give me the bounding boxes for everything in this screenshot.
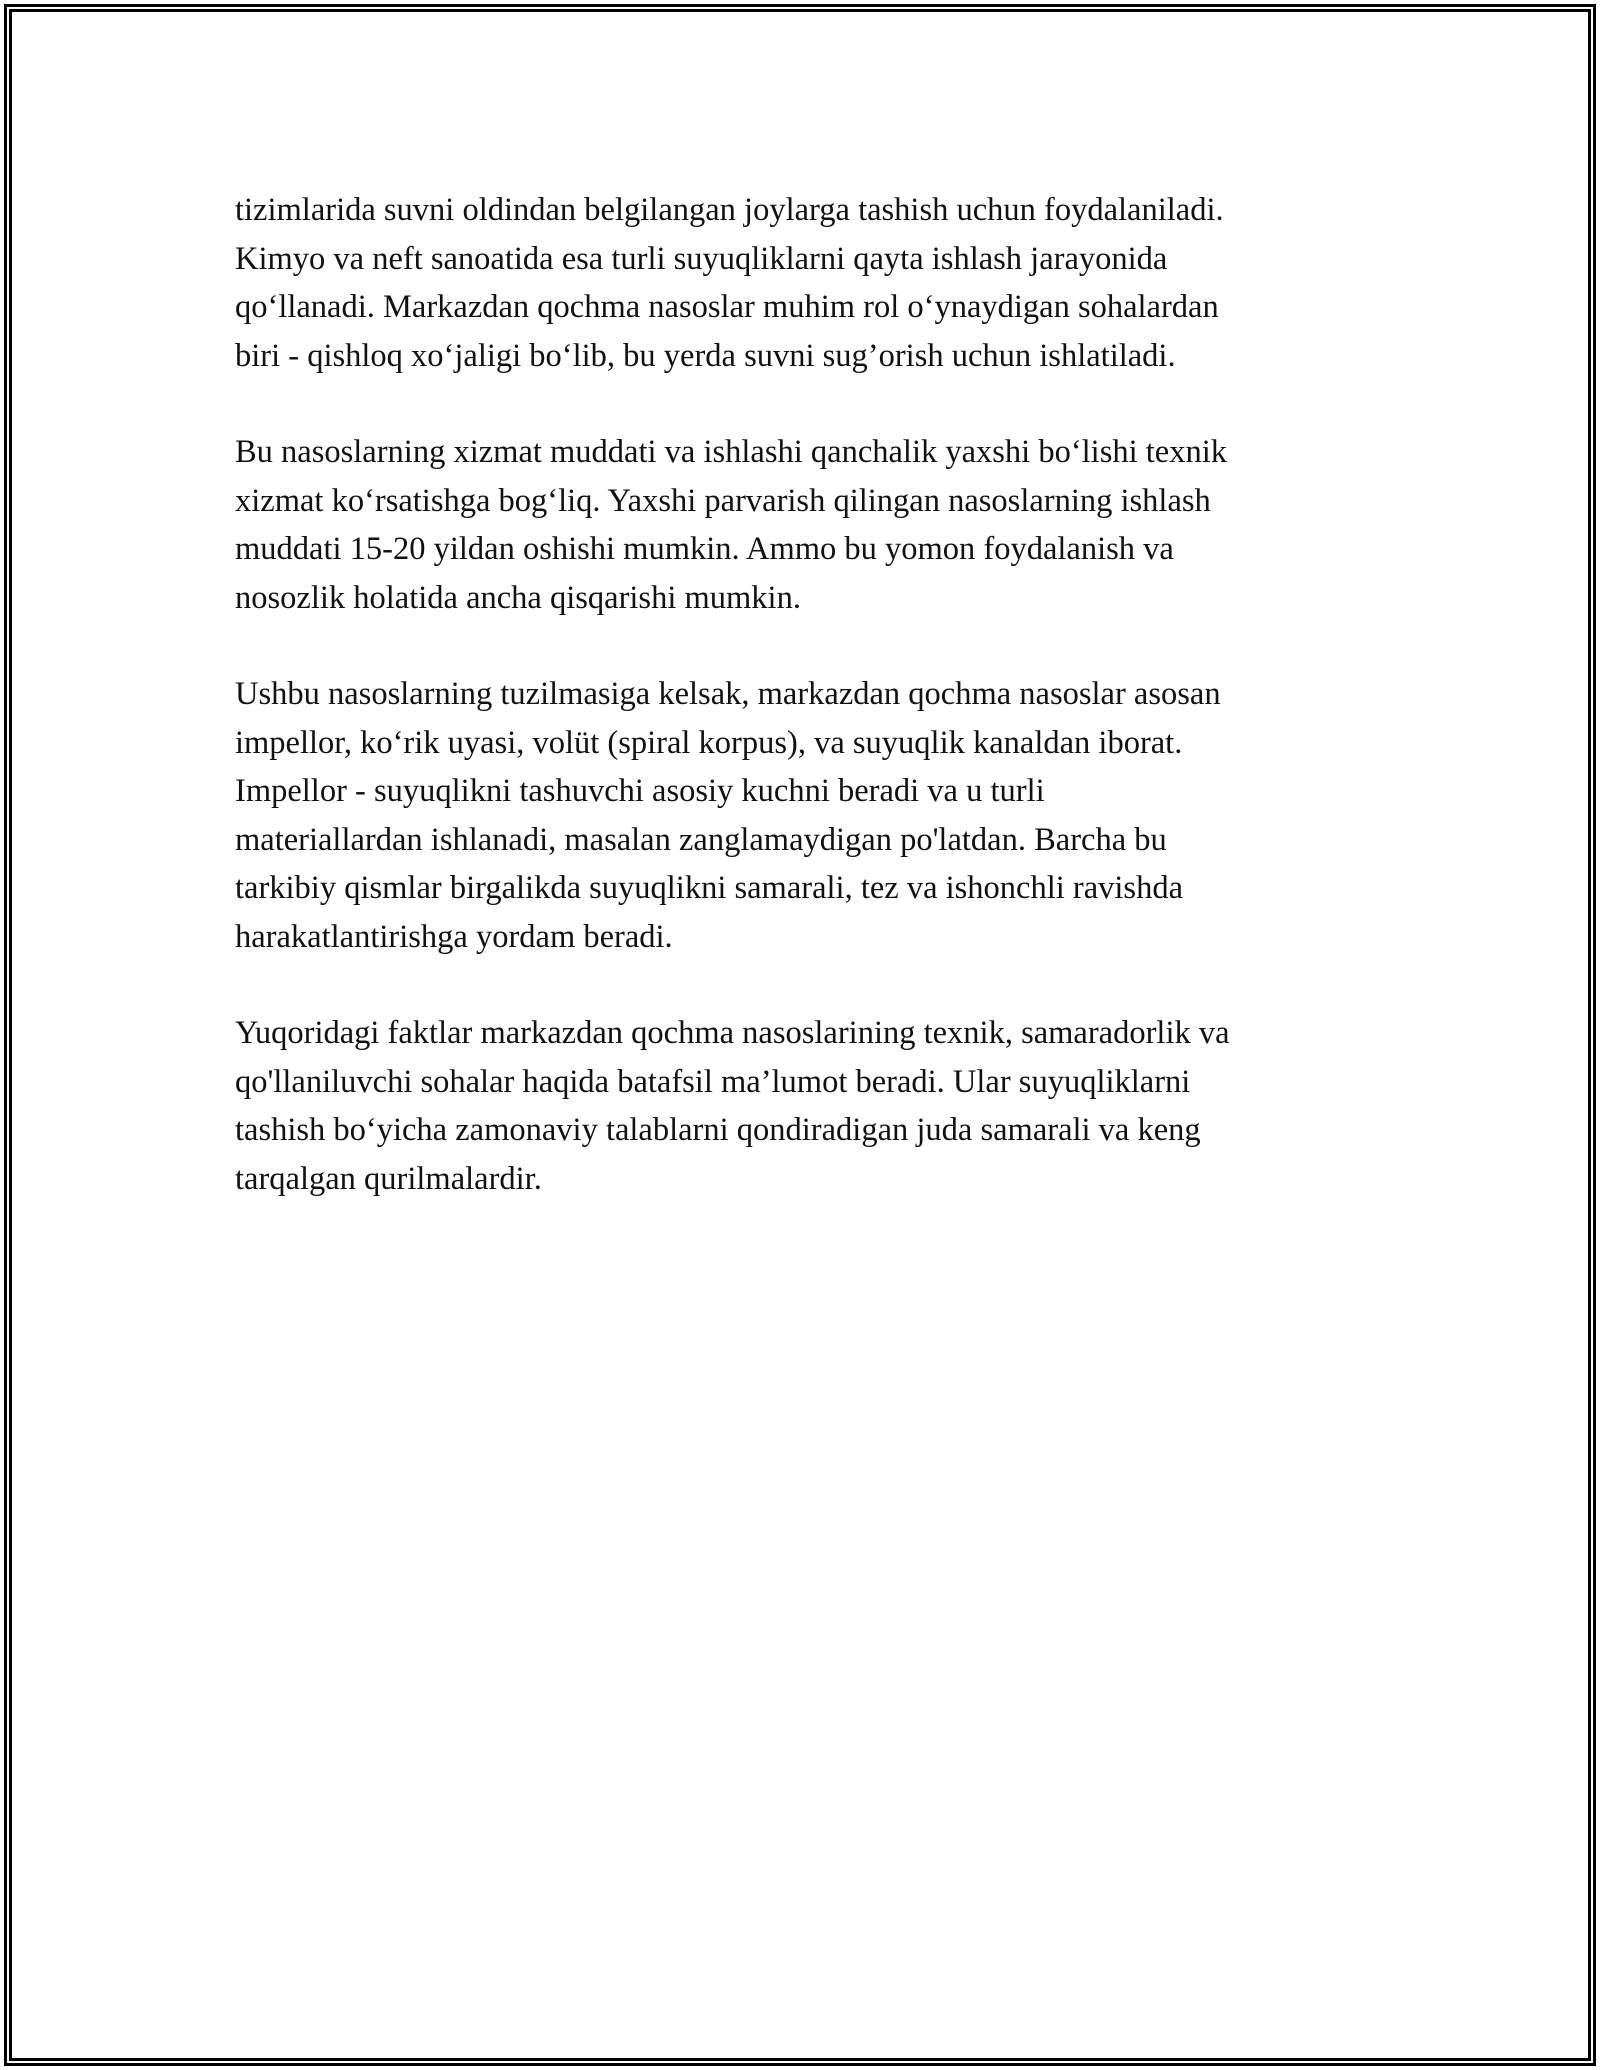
text-line: Bu nasoslarning xizmat muddati va ishlashi qanchalik yaxshi bo‘lishi texnik (235, 434, 1227, 470)
text-line: qo'llaniluvchi sohalar haqida batafsil ma’lumot beradi. Ular suyuqliklarni (235, 1063, 1191, 1100)
text-line: nosozlik holatida ancha qisqarishi mumkin. (235, 579, 801, 616)
text-line: xizmat ko‘rsatishga bog‘liq. Yaxshi parvarish qilingan nasoslarning ishlash (235, 482, 1211, 519)
text-line: Kimyo va neft sanoatida esa turli suyuqliklarni qayta ishlash jarayonida (235, 240, 1168, 277)
text-line: muddati 15-20 yildan oshishi mumkin. Ammo bu yomon foydalanish va (235, 531, 1174, 567)
text-line: tarkibiy qismlar birgalikda suyuqlikni samarali, tez va ishonchli ravishda (235, 870, 1184, 906)
text-line: Yuqoridagi faktlar markazdan qochma nasoslarining texnik, samaradorlik va (235, 1015, 1230, 1051)
paragraph-3 (235, 670, 1375, 961)
document-body (235, 186, 1375, 1251)
text-line: impellor, ko‘rik uyasi, volüt (spiral korpus), va suyuqlik kanaldan iborat. (235, 724, 1183, 761)
text-line: Ushbu nasoslarning tuzilmasiga kelsak, markazdan qochma nasoslar asosan (235, 676, 1221, 712)
text-line: tashish bo‘yicha zamonaviy talablarni qondiradigan juda samarali va keng (235, 1112, 1201, 1148)
paragraph-1 (235, 186, 1375, 380)
text-line: qo‘llanadi. Markazdan qochma nasoslar muhim rol o‘ynaydigan sohalardan (235, 289, 1219, 325)
paragraph-2 (235, 428, 1375, 622)
paragraph-4 (235, 1009, 1375, 1203)
text-line: Impellor - suyuqlikni tashuvchi asosiy kuchni beradi va u turli (235, 773, 1045, 809)
text-line: materiallardan ishlanadi, masalan zanglamaydigan po'latdan. Barcha bu (235, 821, 1167, 858)
text-line: tizimlarida suvni oldindan belgilangan joylarga tashish uchun foydalaniladi. (235, 192, 1224, 228)
text-line: tarqalgan qurilmalardir. (235, 1160, 542, 1197)
text-line: harakatlantirishga yordam beradi. (235, 918, 673, 955)
text-line: biri - qishloq xo‘jaligi bo‘lib, bu yerda suvni sug’orish uchun ishlatiladi. (235, 337, 1176, 374)
